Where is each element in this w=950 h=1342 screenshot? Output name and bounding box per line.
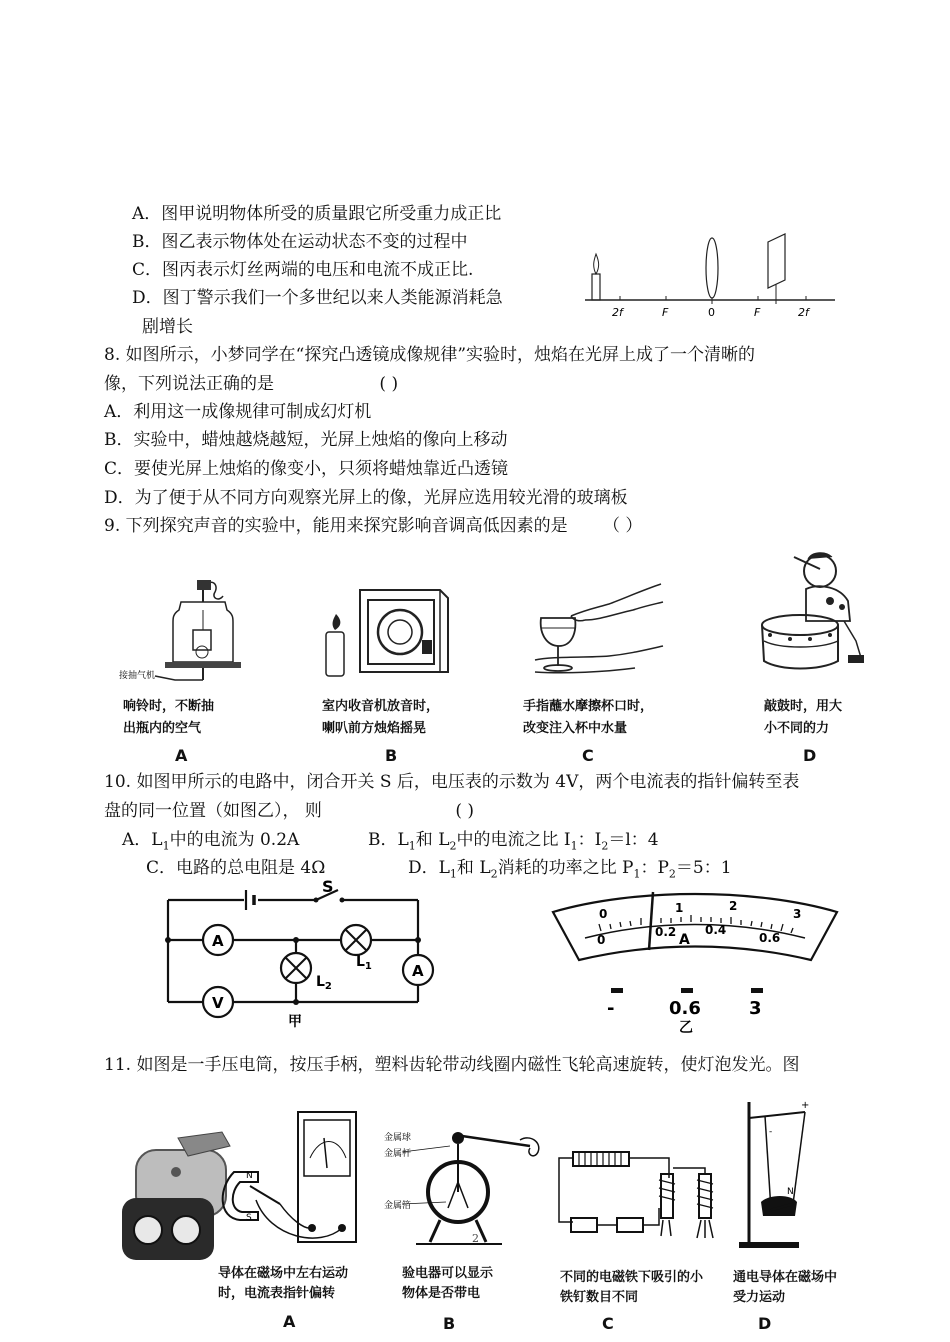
q11-caption-c-line2: 铁钉数目不同: [560, 1290, 639, 1305]
q9-letter-d: D: [803, 746, 817, 765]
q9-figure-wine-glass: [525, 580, 670, 685]
q10-d-sub3: 1: [633, 867, 641, 881]
q10-ammeter-right-label: A: [412, 962, 424, 980]
q10-meter-bottom-0: 0: [597, 933, 606, 947]
q10-a-sub: 1: [162, 839, 170, 853]
q10-meter-bottom-06: 0.6: [759, 931, 781, 945]
q10-b-mid: 和 L: [415, 830, 450, 850]
q10-meter-zero-top: 0: [599, 907, 608, 921]
q11-caption-c-line1: 不同的电磁铁下吸引的小: [560, 1270, 704, 1285]
q10-terminal-minus: -: [607, 998, 615, 1019]
q10-d-sub1: 1: [449, 867, 457, 881]
q10-meter-bottom-02: 0.2: [655, 925, 677, 939]
q10-b-sub4: 2: [601, 839, 609, 853]
q8-stem-cont: [104, 373, 398, 395]
q9-caption-c-line2: 改变注入杯中水量: [523, 721, 628, 736]
q9-answer-paren: （ ）: [603, 516, 643, 536]
q9-caption-a: [123, 696, 214, 740]
q11-label-metal-rod: 金属杆: [384, 1149, 412, 1159]
q11-letter-c: C: [602, 1314, 614, 1333]
q10-meter-top-3: 3: [793, 907, 802, 921]
q9-caption-b: [322, 696, 439, 740]
q10-a-pre: A．L: [122, 830, 163, 850]
q10-d-post3: ＝5：1: [675, 858, 732, 878]
q9-caption-d: [764, 696, 842, 740]
lens-label-f-right: F: [754, 306, 761, 319]
q8-stem: 8. 如图所示，小梦同学在“探究凸透镜成像规律”实验时，烛焰在光屏上成了一个清晰的: [104, 345, 756, 365]
q11-caption-b-line1: 验电器可以显示: [402, 1266, 494, 1281]
q10-b-pre: B．L: [368, 830, 409, 850]
lens-label-origin: 0: [708, 306, 715, 319]
q9-figure-bell-jar: [115, 570, 245, 690]
q10-b-sub1: 1: [408, 839, 416, 853]
q10-meter-unit: A: [679, 932, 690, 948]
q10-switch-label: S: [322, 880, 334, 896]
q9-caption-c-line1: 手指蘸水摩擦杯口时，: [523, 699, 654, 714]
q10-circuit-diagram: [150, 880, 445, 1030]
q10-l2-letter: L: [316, 974, 325, 990]
q10-option-a: [122, 829, 299, 857]
q9-stem-text: 9. 下列探究声音的实验中，能用来探究影响音调高低因素的是: [104, 516, 568, 536]
q10-b-post1: 中的电流之比 I: [456, 830, 571, 850]
q9-caption-d-line1: 敲鼓时，用大: [764, 699, 843, 714]
q10-meter-bottom-04: 0.4: [705, 923, 727, 937]
q9-letter-a: A: [175, 746, 188, 765]
q8-answer-paren: ( ): [379, 374, 399, 394]
q10-stem-text: 盘的同一位置（如图乙）， 则: [104, 801, 322, 821]
q11-caption-b-line2: 物体是否带电: [402, 1286, 481, 1301]
q10-d-sub2: 2: [490, 867, 498, 881]
q10-voltmeter-label: V: [212, 994, 224, 1012]
q9-pump-label: 接抽气机: [119, 671, 156, 681]
q8-option-d: D．为了便于从不同方向观察光屏上的像，光屏应选用较光滑的玻璃板: [104, 488, 628, 508]
q11-letter-b: B: [443, 1314, 456, 1333]
q10-option-c: C．电路的总电阻是 4Ω: [146, 858, 326, 878]
q11-pole-n: N: [246, 1171, 253, 1181]
q11-caption-a-line1: 导体在磁场中左右运动: [218, 1266, 349, 1281]
q10-meter-top-2: 2: [729, 899, 738, 913]
lens-label-2f-right: 2f: [798, 306, 809, 319]
q10-d-post1: 消耗的功率之比 P: [497, 858, 634, 878]
q11-caption-b: [402, 1264, 493, 1304]
q11-caption-d-line1: 通电导体在磁场中: [733, 1270, 838, 1285]
q7-option-b: B．图乙表示物体处在运动状态不变的过程中: [132, 232, 468, 252]
q10-b-post3: ＝l：4: [608, 830, 659, 850]
q10-l2-sub: 2: [324, 981, 332, 992]
q7-option-d-cont: 剧增长: [142, 317, 193, 337]
q9-caption-d-line2: 小不同的力: [764, 721, 830, 736]
q10-option-d: [408, 857, 732, 885]
q11-label-metal-ball: 金属球: [384, 1133, 412, 1143]
q11-caption-d-line2: 受力运动: [733, 1290, 786, 1305]
q10-d-post2: ：P: [640, 858, 669, 878]
q10-b-sub3: 1: [570, 839, 578, 853]
q7-option-d: D．图丁警示我们一个多世纪以来人类能源消耗急: [132, 288, 503, 308]
q9-letter-b: B: [385, 746, 398, 765]
q11-figure-electromagnets: [555, 1138, 730, 1258]
q11-letter-d: D: [758, 1314, 772, 1333]
q9-figure-radio-candle: [320, 580, 455, 685]
q11-label-metal-foil: 金属箔: [384, 1201, 412, 1211]
q10-b-post2: ：I: [577, 830, 602, 850]
q10-option-b: [368, 829, 659, 857]
q8-option-b: B．实验中，蜡烛越烧越短，光屏上烛焰的像向上移动: [104, 430, 508, 450]
q9-letter-c: C: [582, 746, 594, 765]
lens-label-f-left: F: [662, 306, 669, 319]
q11-caption-a-line2: 时，电流表指针偏转: [218, 1286, 336, 1301]
q8-stem-text: 像，下列说法正确的是: [104, 374, 274, 394]
q10-stem: 10. 如图甲所示的电路中，闭合开关 S 后，电压表的示数为 4V，两个电流表的指针偏转至表: [104, 772, 800, 792]
q11-stem: 11. 如图是一手压电筒，按压手柄，塑料齿轮带动线圈内磁性飞轮高速旋转，使灯泡发光。图: [104, 1055, 800, 1075]
q11-figure-force-on-conductor: [735, 1098, 835, 1258]
q10-meter-top-1: 1: [675, 901, 684, 915]
q10-lamp-l1-label: [356, 954, 372, 972]
q11-caption-c: [560, 1268, 703, 1308]
q8-option-a: A．利用这一成像规律可制成幻灯机: [104, 402, 372, 422]
page-number: 2: [472, 1232, 479, 1245]
q9-caption-b-line2: 喇叭前方烛焰摇晃: [322, 721, 427, 736]
q10-circuit-caption: 甲: [288, 1014, 302, 1030]
q11-figure-electroscope: [380, 1112, 550, 1257]
q9-figure-drum: [750, 545, 875, 680]
q9-caption-b-line1: 室内收音机放音时，: [322, 699, 440, 714]
q10-meter-caption: 乙: [679, 1020, 693, 1033]
q8-option-c: C．要使光屏上烛焰的像变小，只须将蜡烛靠近凸透镜: [104, 459, 509, 479]
q7-option-c: C．图丙表示灯丝两端的电压和电流不成正比.: [132, 260, 474, 280]
lens-label-2f-left: 2f: [612, 306, 623, 319]
q10-terminal-3: 3: [749, 998, 762, 1019]
q10-b-sub2: 2: [449, 839, 457, 853]
q11-letter-a: A: [283, 1312, 296, 1331]
q10-l1-letter: L: [356, 954, 365, 970]
q11-caption-a: [218, 1264, 348, 1304]
q11-figure-induction: [220, 1108, 365, 1258]
q9-caption-a-line1: 响铃时，不断抽: [123, 699, 215, 714]
q10-d-sub4: 2: [668, 867, 676, 881]
q10-l1-sub: 1: [364, 961, 372, 972]
q11-pole-n-d: N: [787, 1187, 794, 1197]
q10-a-post: 中的电流为 0.2A: [169, 830, 300, 850]
lens-figure: [580, 228, 842, 320]
q10-stem-cont: [104, 800, 474, 822]
q11-caption-d: [733, 1268, 837, 1308]
q9-caption-a-line2: 出瓶内的空气: [123, 721, 202, 736]
q10-answer-paren: ( ): [455, 801, 474, 821]
q10-d-pre: D．L: [408, 858, 450, 878]
q9-stem: [104, 515, 642, 537]
q11-minus-sign: -: [769, 1127, 773, 1137]
q10-ammeter-left-label: A: [212, 932, 224, 950]
q11-pole-s: S: [246, 1213, 252, 1223]
q11-plus-sign: +: [801, 1100, 810, 1111]
q10-meter-dial: [545, 888, 845, 1033]
q10-terminal-06: 0.6: [669, 998, 701, 1019]
q10-lamp-l2-label: [316, 974, 332, 992]
q7-option-a: A．图甲说明物体所受的质量跟它所受重力成正比: [132, 204, 502, 224]
q10-d-mid: 和 L: [456, 858, 491, 878]
q9-caption-c: [523, 696, 653, 740]
